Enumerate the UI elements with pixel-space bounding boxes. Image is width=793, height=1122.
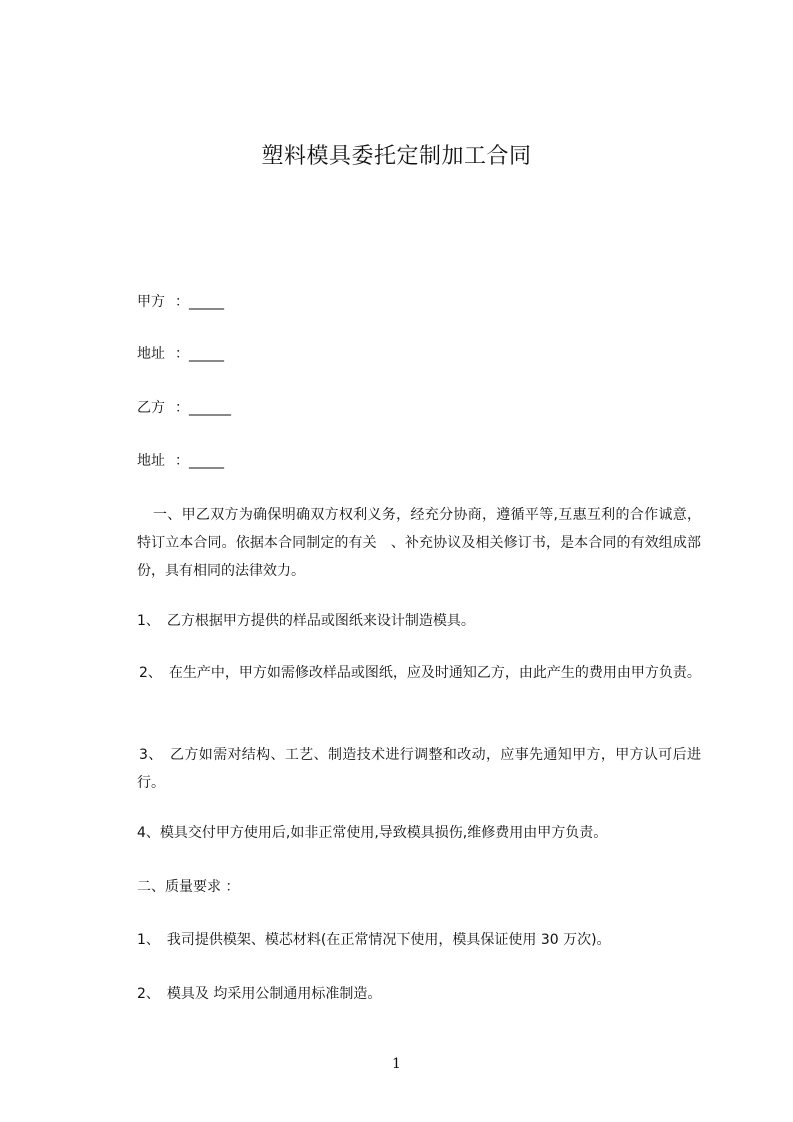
party-a-address-label: 地址 bbox=[137, 346, 165, 362]
party-a-address-value: ：_____ bbox=[175, 346, 224, 362]
clause-4: 4、模具交付甲方使用后,如非正常使用,导致模具损伤,维修费用由甲方负责。 bbox=[137, 825, 608, 841]
intro-paragraph: 一、甲乙双方为确保明确双方权利义务，经充分协商，遵循平等,互惠互利的合作诚意，特订立本合同。依据本合同制定的有关 、补充协议及相关修订书，是本合同的有效组成部份，具有相同的法律效力。 bbox=[137, 507, 701, 579]
party-b-label: 乙方 bbox=[137, 400, 165, 416]
party-b-value: ：______ bbox=[175, 400, 231, 416]
clause-2: 2、 在生产中，甲方如需修改样品或图纸，应及时通知乙方，由此产生的费用由甲方负责。 bbox=[139, 665, 701, 681]
quality-heading: 二、质量要求 ： bbox=[137, 879, 240, 895]
party-a-field bbox=[137, 292, 230, 312]
clause-1: 1、 乙方根据甲方提供的样品或图纸来设计制造模具。 bbox=[137, 613, 475, 629]
party-b-address-field bbox=[137, 451, 230, 471]
quality-clause-2: 2、 模具及 均采用公制通用标准制造。 bbox=[137, 986, 382, 1002]
party-b-address-value: ：_____ bbox=[175, 453, 224, 469]
party-a-label: 甲方 bbox=[137, 294, 165, 310]
quality-clause-1: 1、 我司提供模架、模芯材料(在正常情况下使用，模具保证使用 30 万次)。 bbox=[137, 932, 611, 948]
page-number: 1 bbox=[392, 1056, 401, 1072]
party-b-field bbox=[137, 398, 237, 418]
contract-title: 塑料模具委托定制加工合同 bbox=[261, 144, 532, 169]
clause-3: 3、 乙方如需对结构、工艺、制造技术进行调整和改动，应事先通知甲方，甲方认可后进行。 bbox=[137, 747, 701, 791]
party-a-value: ：_____ bbox=[175, 294, 224, 310]
party-b-address-label: 地址 bbox=[137, 453, 165, 469]
party-a-address-field bbox=[137, 344, 230, 364]
